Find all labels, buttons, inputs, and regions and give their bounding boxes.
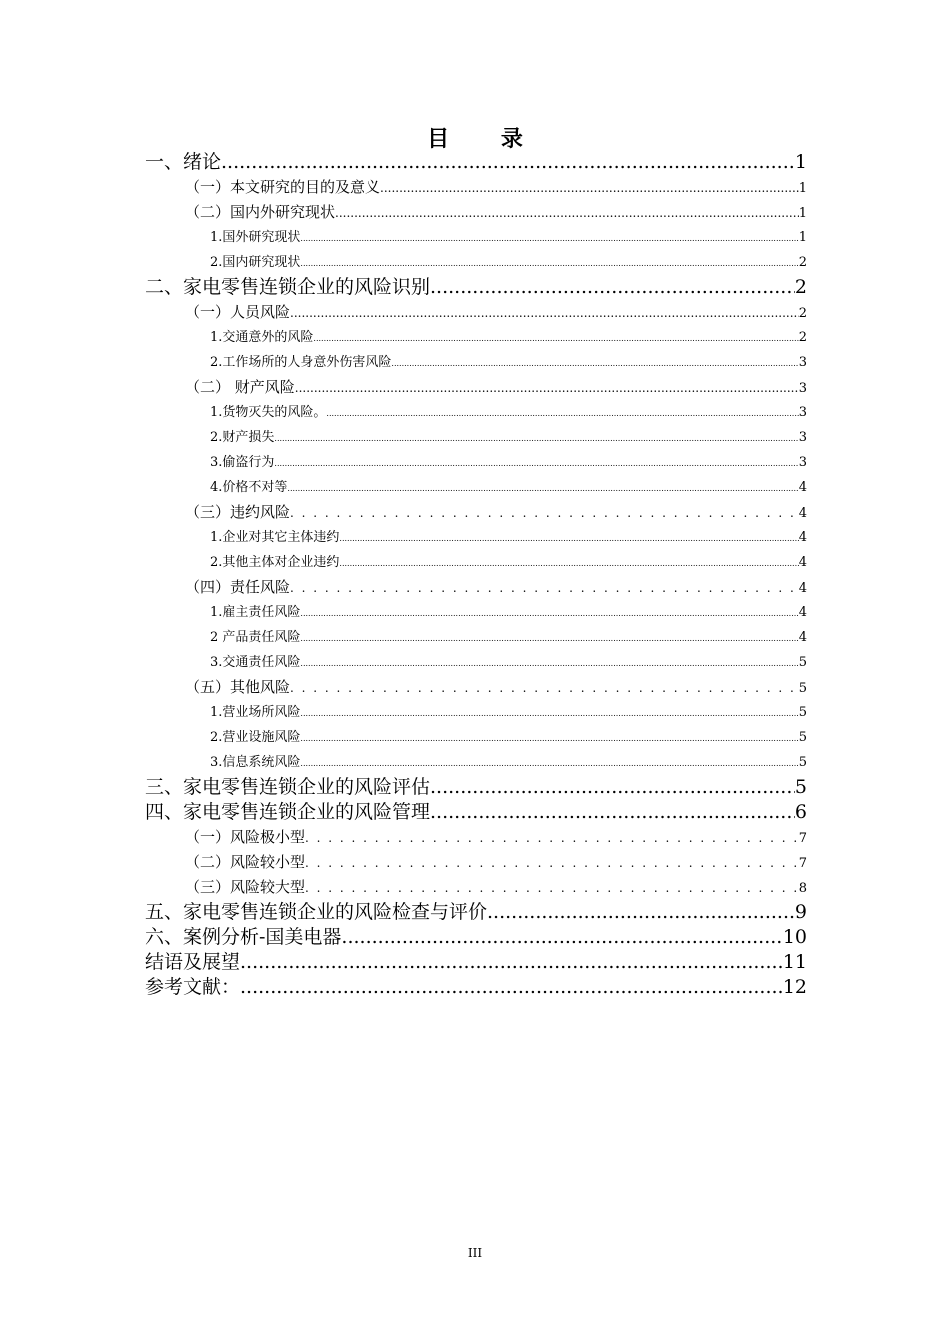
toc-entry-level-3[interactable] [145,425,807,450]
toc-entry-level-2[interactable] [145,850,807,875]
toc-entry-label: （二） 财产风险 [185,378,295,396]
toc-entry-page: 5 [798,681,807,696]
toc-entry-label: （三）风险较大型 [185,878,306,896]
toc-dot-leader [287,475,798,500]
toc-entry-label: 1.营业场所风险 [210,705,301,720]
toc-entry-label: 2.国内研究现状 [210,255,301,270]
toc-entry-label: 1.企业对其它主体违约 [210,530,340,545]
toc-dot-leader [430,775,795,800]
toc-dot-leader [240,975,783,1000]
toc-entry-label: （一）本文研究的目的及意义 [185,178,381,196]
toc-entry-level-1[interactable] [145,950,807,975]
toc-entry-label: 三、家电零售连锁企业的风险评估 [145,776,431,798]
page-number: III [467,1246,483,1260]
toc-entry-level-3[interactable] [145,225,807,250]
toc-entry-label: 4.价格不对等 [210,480,288,495]
toc-title: 目 录 [427,126,545,152]
toc-entry-page: 6 [794,801,807,823]
toc-entry-level-3[interactable] [145,700,807,725]
toc-entry-page: 4 [798,630,807,645]
toc-dot-leader [274,425,798,450]
toc-entry-label: 一、绪论 [145,151,222,173]
toc-entry-label: 2.工作场所的人身意外伤害风险 [210,355,392,370]
toc-dot-leader [335,200,799,225]
toc-entry-label: 2.财产损失 [210,430,275,445]
toc-entry-page: 11 [782,951,807,973]
toc-entry-label: （一）人员风险 [185,303,291,321]
toc-entry-page: 4 [798,555,807,570]
toc-entry-page: 4 [798,506,807,521]
toc-entry-label: 四、家电零售连锁企业的风险管理 [145,801,431,823]
toc-entry-label: 3.信息系统风险 [210,755,301,770]
toc-entry-page: 4 [798,530,807,545]
toc-entry-level-2[interactable] [145,575,807,600]
toc-entry-page: 4 [798,605,807,620]
toc-entry-level-3[interactable] [145,625,807,650]
toc-entry-page: 1 [798,230,807,245]
toc-entry-level-3[interactable] [145,650,807,675]
toc-entry-label: 结语及展望 [145,951,241,973]
table-of-contents [145,150,807,1000]
toc-dot-leader [300,700,798,725]
toc-dot-leader [487,900,795,925]
toc-entry-level-3[interactable] [145,450,807,475]
toc-entry-level-3[interactable] [145,750,807,775]
toc-entry-level-2[interactable] [145,175,807,200]
toc-entry-level-1[interactable] [145,275,807,300]
toc-entry-page: 5 [798,655,807,670]
toc-entry-page: 3 [798,430,807,445]
toc-entry-level-1[interactable] [145,925,807,950]
toc-entry-page: 5 [798,755,807,770]
toc-entry-page: 5 [794,776,807,798]
toc-entry-page: 3 [798,455,807,470]
toc-entry-level-2[interactable] [145,375,807,400]
toc-dot-leader [290,575,799,600]
toc-dot-leader [326,400,798,425]
toc-entry-label: （五）其他风险 [185,678,291,696]
toc-dot-leader [300,725,798,750]
toc-entry-page: 2 [798,330,807,345]
toc-dot-leader [300,625,798,650]
toc-entry-page: 9 [794,901,807,923]
toc-entry-page: 3 [798,405,807,420]
toc-dot-leader [300,750,798,775]
toc-dot-leader [221,150,795,175]
toc-entry-level-3[interactable] [145,525,807,550]
toc-entry-label: 六、案例分析-国美电器 [145,926,342,948]
toc-entry-page: 2 [798,255,807,270]
toc-dot-leader [290,300,799,325]
toc-entry-level-2[interactable] [145,675,807,700]
toc-entry-page: 7 [798,856,807,871]
toc-entry-label: 1.交通意外的风险 [210,330,314,345]
toc-entry-label: 2.营业设施风险 [210,730,301,745]
toc-entry-page: 1 [794,151,807,173]
toc-entry-page: 3 [798,381,807,396]
toc-entry-level-1[interactable] [145,775,807,800]
toc-dot-leader [305,825,799,850]
toc-dot-leader [430,800,795,825]
toc-entry-label: （二）国内外研究现状 [185,203,336,221]
toc-dot-leader [295,375,799,400]
toc-dot-leader [430,275,795,300]
toc-entry-level-2[interactable] [145,825,807,850]
toc-dot-leader [300,650,798,675]
toc-entry-label: 1.货物灭失的风险。 [210,405,327,420]
toc-entry-level-3[interactable] [145,350,807,375]
toc-entry-label: 3.偷盗行为 [210,455,275,470]
toc-entry-page: 7 [798,831,807,846]
toc-dot-leader [240,950,783,975]
toc-dot-leader [305,850,799,875]
toc-entry-level-2[interactable] [145,200,807,225]
toc-entry-label: 1.雇主责任风险 [210,605,301,620]
toc-entry-page: 4 [798,480,807,495]
toc-dot-leader [339,525,798,550]
toc-entry-level-1[interactable] [145,150,807,175]
toc-entry-level-3[interactable] [145,400,807,425]
toc-entry-label: （一）风险极小型 [185,828,306,846]
toc-dot-leader [290,500,799,525]
toc-entry-label: 参考文献： [145,976,241,998]
toc-dot-leader [300,250,798,275]
toc-entry-page: 1 [798,181,807,196]
toc-entry-page: 8 [798,881,807,896]
toc-entry-page: 1 [798,206,807,221]
toc-entry-level-3[interactable] [145,550,807,575]
toc-entry-level-3[interactable] [145,725,807,750]
toc-entry-level-3[interactable] [145,250,807,275]
toc-entry-level-3[interactable] [145,325,807,350]
toc-dot-leader [300,225,798,250]
toc-entry-label: 五、家电零售连锁企业的风险检查与评价 [145,901,488,923]
toc-entry-level-2[interactable] [145,300,807,325]
toc-entry-page: 10 [782,926,807,948]
toc-entry-page: 5 [798,730,807,745]
toc-dot-leader [391,350,798,375]
toc-entry-page: 12 [782,976,807,998]
toc-entry-level-1[interactable] [145,975,807,1000]
toc-entry-level-1[interactable] [145,800,807,825]
toc-dot-leader [290,675,799,700]
toc-entry-label: （三）违约风险 [185,503,291,521]
toc-entry-level-2[interactable] [145,875,807,900]
toc-entry-level-1[interactable] [145,900,807,925]
toc-entry-page: 3 [798,355,807,370]
toc-entry-page: 5 [798,705,807,720]
toc-dot-leader [305,875,799,900]
toc-dot-leader [339,550,798,575]
toc-entry-label: 3.交通责任风险 [210,655,301,670]
toc-entry-label: （二）风险较小型 [185,853,306,871]
toc-entry-page: 4 [798,581,807,596]
toc-entry-label: （四）责任风险 [185,578,291,596]
toc-entry-level-3[interactable] [145,475,807,500]
toc-dot-leader [380,175,799,200]
toc-entry-level-2[interactable] [145,500,807,525]
toc-entry-label: 二、家电零售连锁企业的风险识别 [145,276,431,298]
toc-entry-label: 2.其他主体对企业违约 [210,555,340,570]
toc-dot-leader [341,925,782,950]
toc-dot-leader [274,450,798,475]
toc-entry-level-3[interactable] [145,600,807,625]
toc-dot-leader [313,325,798,350]
toc-dot-leader [300,600,798,625]
toc-entry-label: 2 产品责任风险 [210,630,301,645]
toc-entry-page: 2 [794,276,807,298]
toc-entry-label: 1.国外研究现状 [210,230,301,245]
toc-entry-page: 2 [798,306,807,321]
